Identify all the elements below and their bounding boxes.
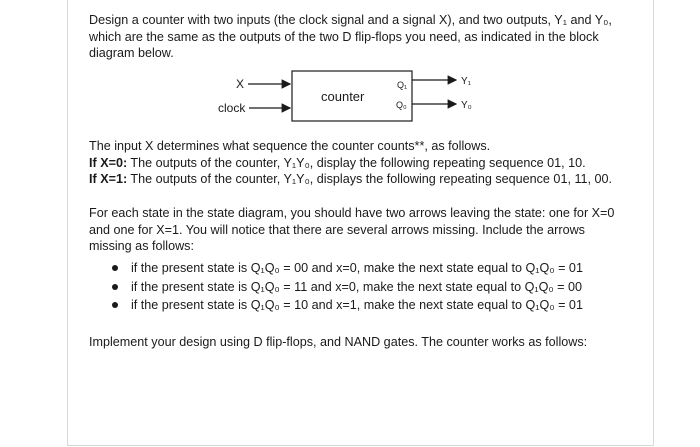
intro-line-2: which are the same as the outputs of the two D flip-flops you need, as indicated in the block [89,29,599,44]
input-clock-label: clock [218,101,246,115]
bullet-text: if the present state is Q₁Q₀ = 00 and x=0, make the next state equal to Q₁Q₀ = 01 [131,261,583,275]
counter-block-diagram [0,0,700,130]
bullet-text: if the present state is Q₁Q₀ = 10 and x=1, make the next state equal to Q₁Q₀ = 01 [131,298,583,312]
output-y1-label: Y₁ [461,76,472,87]
counter-block-label: counter [321,89,365,104]
x1-rule [89,171,649,188]
states-line-1: For each state in the state diagram, you should have two arrows leaving the state: one for X=0 [89,206,615,220]
output-q1-label: Q₁ [397,80,408,90]
list-item [108,259,583,278]
intro-line-3: diagram below. [89,46,174,60]
input-paragraph [89,138,649,188]
intro-line-1: Design a counter with two inputs (the clock signal and a signal X), and two outputs, Y₁ and Y₀, [89,13,612,27]
input-x-label: X [236,77,245,91]
bullet-icon [112,302,118,308]
missing-arrows-list [108,259,583,315]
list-item [108,296,583,315]
x0-text: The outputs of the counter, Y₁Y₀, display the following repeating sequence 01, 10. [127,155,586,170]
states-paragraph [89,205,649,255]
list-item [108,278,583,297]
input-intro-line: The input X determines what sequence the counter counts**, as follows. [89,139,491,153]
states-line-3: missing as follows: [89,239,194,253]
bullet-text: if the present state is Q₁Q₀ = 11 and x=0, make the next state equal to Q₁Q₀ = 00 [131,279,583,294]
x1-text: The outputs of the counter, Y₁Y₀, displays the following repeating sequence 01, 11, 00. [127,172,613,186]
implementation-paragraph [89,334,649,351]
output-q0-label: Q₀ [396,100,407,110]
x1-label: If X=1: [89,172,128,186]
x0-label: If X=0: [89,155,128,170]
bullet-icon [112,284,118,290]
output-y0-label: Y₀ [461,100,472,111]
states-line-2: and one for X=1. You will notice that there are several arrows missing. Include the arrows [89,222,585,237]
x0-rule [89,155,649,172]
bullet-icon [112,265,118,271]
implementation-line: Implement your design using D flip-flops, and NAND gates. The counter works as follows: [89,335,588,349]
